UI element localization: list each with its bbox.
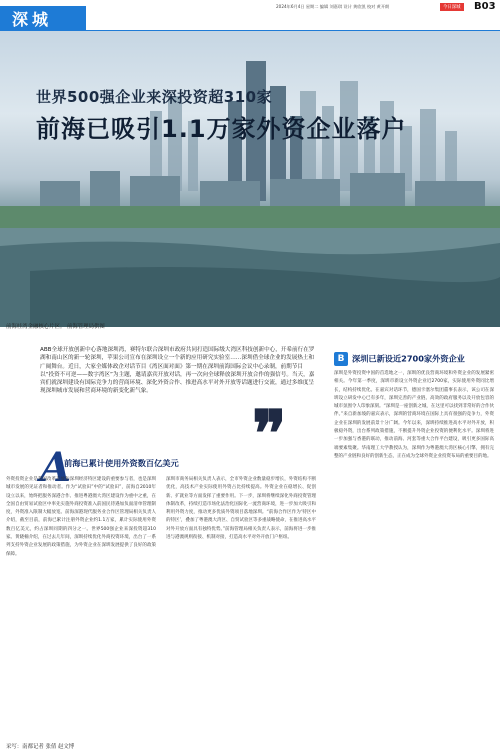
editor-tag: 今日深城 bbox=[440, 3, 464, 11]
hero-photo bbox=[0, 31, 500, 327]
headline: 前海已吸引1.1万家外资企业落户 bbox=[36, 115, 407, 143]
section-a-column-1: 外资投资企业是我国改革开放和深圳经济特区建设的重要参与者，也是深圳城市发展的见证者和推动者。作为“试验田”中的“试验田”，前海自2010年设立以来，始终把服务深港合作、推进粤港澳大湾区建设作为重中之重，在全国自由贸易试验区中率先实施外商投资准入前国民待遇加负面清单管理制度，外资准入限制大幅放宽。前海深港现代服务业合作区管理局相关负责人介绍，截至目前，前海已累计注册外资企业约1.1万家，累计实际使用外资数百亿美元，约占深圳同期的四分之一。世界500强企业来深投资超310家。黄晓楠介绍，在过去几年间，深圳持续优化外商投资环境，出台了一系列支持外资企业发展的政策措施，为外资企业在深圳发展提供了良好的政策保障。 bbox=[6, 477, 156, 557]
page-header bbox=[0, 0, 500, 30]
section-b-badge: B bbox=[334, 352, 348, 366]
issue-meta: 2024年6月4日 星期二 编辑 刘嘉琪 设计 黄欣凯 校对 黄开朗 bbox=[276, 4, 390, 9]
quote-mark-icon: ❞ bbox=[252, 397, 287, 472]
section-b-header bbox=[334, 352, 465, 366]
section-a-column-2: 深圳市商务局相关负责人表示，全市外资企业数量稳步增长，外资结构不断优化，高技术产业实际使用外资占比持续提高。外资企业在稳增长、促创新、扩就业等方面发挥了重要作用。下一步，深圳将继续深化外商投资管理体制改革，持续打造市场化法治化国际化一流营商环境，进一步加大吸引和利用外资力度，推动更多优质外资项目落地深圳。“前海合作区作为‘特区中的特区’，叠加了粤港澳大湾区、自贸试验区等多重战略使命，在推进高水平对外开放方面具有独特优势。”前海管理局相关负责人表示，前海将进一步推进与港澳规则衔接、机制对接，打造高水平对外开放门户枢纽。 bbox=[166, 477, 316, 541]
section-a-letter: A bbox=[40, 444, 72, 491]
page-number: B03 bbox=[474, 1, 496, 12]
lead-paragraph: ABB全球开放创新中心落地深圳湾，赛特尔联合深圳市政府共同打造国际级大湾区科技创新中心，开希前行在罗湖和南山区的新一轮深圳，苹果公司宣布在深圳设立一个新的应用研究实验室……深圳借全球企业的发展热土和广阔舞台。近日，大家全媒体政企对话节目《湾区面对面》第一期在深圳前海国际会议中心录制，前期节目以“投资不可逆——数字湾区”为主题，邀请嘉宾开放对话，再一次向全球释放深圳开放合作的强信号。当天，嘉宾们就深圳建设有国际竞争力的营商环境、深化外资合作、推进高水平对外开放等话题进行交流，通过多维度呈现深圳城市发展和营商环境的新变化新气象。 bbox=[40, 347, 315, 395]
byline: 采写：南都记者 张倩 赵文博 bbox=[6, 744, 75, 750]
section-tag: 深城 bbox=[0, 6, 86, 30]
section-b-column: 深圳是外资投资中国的首选地之一，深圳的优良营商环境和外资企业的发展紧密相关。今年第一季度，深圳市新设立外资企业近2700家，实际使用外资同比增长，结构持续优化。在嘉宾对话环节，德国卡塞尔集团董事长表示，该公司在深圳设立研发中心已有多年，深圳完善的产业链、高效的政府服务以及开放包容的城市氛围令人印象深刻。“深圳是一座创新之城，在这里可以找到非常好的合作伙伴。”来自新加坡的嘉宾表示，深圳的营商环境在国际上具有很强的竞争力，外资企业在深圳的发展前景十分广阔。今年以来，深圳持续推进高水平对外开放，积极稳外资，出台系列政策措施，不断提升外资企业投资的便利化水平。深圳将进一步加强与香港的联动，推动前海、河套等重大合作平台建设，吸引更多国际高端要素集聚。华南理工大学教授认为，深圳作为粤港澳大湾区核心引擎，拥有完整的产业链和良好的创新生态，正在成为全球外资企业投资布局的重要目的地。 bbox=[334, 371, 494, 459]
section-b-title: 深圳已新设近2700家外资企业 bbox=[352, 353, 465, 364]
headline-kicker: 世界500强企业来深投资超310家 bbox=[36, 88, 273, 106]
skyline-illustration bbox=[0, 31, 500, 327]
section-a-title: 前海已累计使用外资数百亿美元 bbox=[64, 458, 179, 468]
photo-caption: 前海桂湾金融核心片区。 前海管理局供图 bbox=[6, 324, 105, 330]
